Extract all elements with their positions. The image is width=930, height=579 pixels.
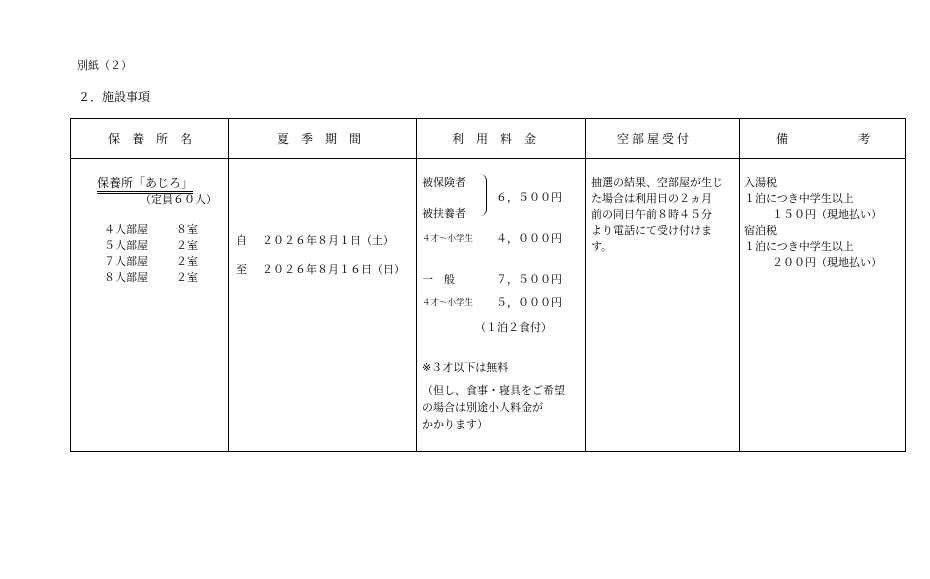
fee-free-note: ※３才以下は無料: [422, 361, 509, 374]
section-title: ２．施設事項: [78, 90, 151, 104]
period-to-label: 至: [236, 263, 247, 276]
header-remarks-b: 考: [858, 132, 871, 146]
vacancy-line: 前の同日午前８時４５分: [591, 208, 712, 221]
fee-note-line: （但し、食事・寝具をご希望: [422, 384, 565, 397]
facility-name-text: 保養所「あじろ」: [97, 176, 193, 194]
header-facility-name: 保 養 所 名: [108, 132, 193, 146]
room-count: ２室: [176, 255, 198, 268]
fee-general-child-label: ４才～小学生: [422, 298, 474, 308]
fee-general-label: 一 般: [422, 273, 455, 286]
vacancy-line: より電話にて受け付けま: [591, 224, 712, 237]
table-right-border: [905, 118, 906, 452]
facility-capacity: （定員６０人）: [140, 193, 217, 206]
column-divider: [585, 118, 586, 452]
fee-general-price: ７，５００円: [496, 273, 562, 286]
remarks-lodging-tax-title: 宿泊税: [744, 224, 777, 237]
room-count: ２室: [176, 271, 198, 284]
vacancy-line: す。: [591, 240, 613, 253]
room-count: ８室: [176, 223, 198, 236]
period-to-date: ２０２６年８月１６日（日）: [262, 263, 405, 276]
header-remarks-a: 備: [776, 132, 789, 146]
table-header-divider: [70, 158, 906, 159]
room-count: ２室: [176, 239, 198, 252]
fee-dependent-label: 被扶養者: [422, 207, 466, 220]
fee-member-price: ６，５００円: [496, 191, 562, 204]
table-top-border: [70, 118, 906, 119]
table-bottom-border: [70, 451, 906, 452]
fee-member-child-label: ４才～小学生: [422, 234, 474, 244]
header-summer-period: 夏 季 期 間: [277, 132, 362, 146]
column-divider: [416, 118, 417, 452]
vacancy-line: 抽選の結果、空部屋が生じ: [591, 176, 723, 189]
room-type: ７人部屋: [104, 255, 148, 268]
period-from-date: ２０２６年８月１日（土）: [262, 234, 394, 247]
column-divider: [228, 118, 229, 452]
header-vacancy-reception: 空部屋受付: [617, 132, 693, 146]
fee-member-child-price: ４，０００円: [496, 232, 562, 245]
room-type: ８人部屋: [104, 271, 148, 284]
period-from-label: 自: [236, 234, 247, 247]
fee-general-child-price: ５，０００円: [496, 296, 562, 309]
remarks-bath-tax-title: 入湯税: [744, 176, 777, 189]
column-divider: [739, 118, 740, 452]
fee-meal-note: （１泊２食付）: [475, 321, 552, 334]
facility-name: [97, 177, 193, 189]
room-type: ５人部屋: [104, 239, 148, 252]
fee-note-line: かかります）: [422, 418, 488, 431]
header-usage-fee: 利 用 料 金: [452, 132, 537, 146]
remarks-lodging-tax-rule: １泊につき中学生以上: [744, 240, 854, 253]
remarks-bath-tax-amount: １５０円（現地払い）: [772, 208, 882, 221]
remarks-lodging-tax-amount: ２００円（現地払い）: [772, 256, 882, 269]
table-left-border: [70, 118, 71, 452]
fee-insured-label: 被保険者: [422, 176, 466, 189]
attachment-label: 別紙（２）: [77, 59, 132, 72]
remarks-bath-tax-rule: １泊につき中学生以上: [744, 192, 854, 205]
brace-icon: [480, 174, 487, 216]
fee-note-line: の場合は別途小人料金が: [422, 401, 543, 414]
vacancy-line: た場合は利用日の２ヵ月: [591, 192, 712, 205]
room-type: ４人部屋: [104, 223, 148, 236]
